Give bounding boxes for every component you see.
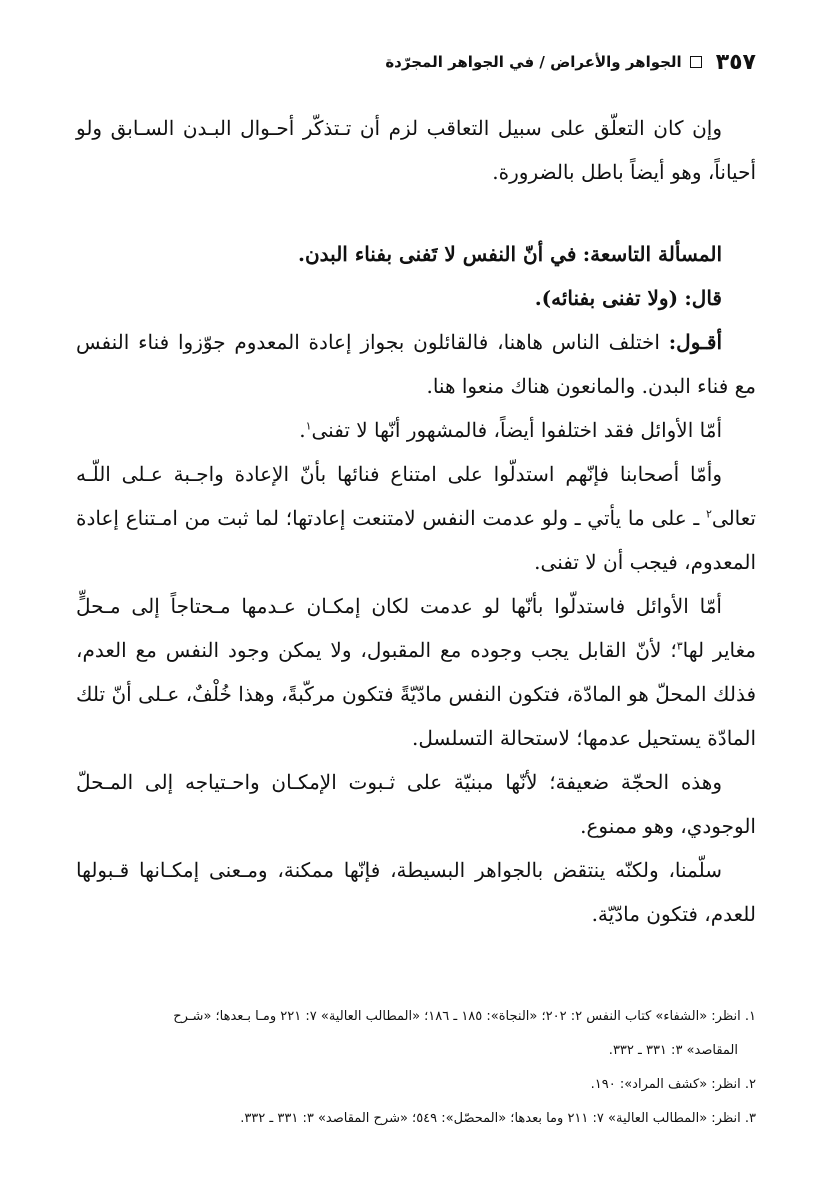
running-title: الجواهر والأعراض / في الجواهر المجرّدة [385, 53, 682, 71]
aqul-label: أقـول: [668, 330, 723, 354]
paragraph-9: سلّمنا، ولكنّه ينتقض بالجواهر البسيطة، فإنّها ممكنة، ومـعنى إمكـانها قـبولها للعدم، فتكون مادّيّة. [76, 858, 756, 926]
paragraph-issue-heading [76, 232, 756, 276]
qal-label: قال: [684, 286, 722, 310]
page-number: ٣٥٧ [715, 49, 756, 75]
page-body [76, 44, 756, 936]
paragraph-5: أمّا الأوائل فقد اختلفوا أيضاً، فالمشهور أنّها لا تفنى$^١$. [299, 418, 722, 442]
aqul-text: اختلف الناس هاهنا، فالقائلون بجواز إعادة المعدوم جوّزوا فناء النفس مع فناء البدن. والمانعون هناك منعوا هنا. [76, 330, 756, 398]
paragraph-aqul [76, 320, 756, 408]
paragraph-5-text: أمّا الأوائل فقد اختلفوا أيضاً، فالمشهور أنّها لا تفنى [311, 418, 722, 442]
qal-text: (ولا تفنى بفنائه). [534, 286, 679, 310]
footnote-1-text: ١. انظر: «الشفاء» كتاب النفس ٢: ٢٠٢؛ «النجاة»: ١٨٥ ـ ١٨٦؛ «المطالب العالية» ٧: ٢٢١ ومـا بـعدها؛ «شـرح [173, 1009, 756, 1024]
paragraph-7 [76, 584, 756, 760]
footnote-1 [76, 1000, 756, 1068]
footnote-3: ٣. انظر: «المطالب العالية» ٧: ٢١١ وما بعدها؛ «المحصّل»: ٥٤٩؛ «شرح المقاصد» ٣: ٣٣١ ـ ٣٣٢. [240, 1111, 756, 1126]
issue-label: المسألة التاسعة: [582, 242, 722, 266]
paragraph-7-text-a: أمّا الأوائل فاستدلّوا بأنّها لو عدمت لكان إمكـان عـدمها مـحتاجاً إلى مـحلٍّ مغاير لها [76, 594, 756, 662]
footnote-ref-3[interactable]: ٣ [676, 639, 683, 653]
paragraph-qal [76, 276, 756, 320]
paragraph-6 [76, 452, 756, 584]
footnotes [76, 1000, 756, 1136]
footnote-1-continuation: المقاصد» ٣: ٣٣١ ـ ٣٣٢. [608, 1043, 738, 1058]
issue-title: في أنّ النفس لا تَفنى بفناء البدن. [298, 242, 577, 266]
footnote-ref-1[interactable]: ١ [305, 419, 312, 433]
paragraph-8: وهذه الحجّة ضعيفة؛ لأنّها مبنيّة على ثـبوت الإمكـان واحـتياجه إلى المـحلّ الوجودي، وهو ممنوع. [76, 770, 756, 838]
paragraph-7-text-b: ؛ لأنّ القابل يجب وجوده مع المقبول، ولا يمكن وجود النفس مع العدم، فذلك المحلّ هو المادّة، فتكون النفس مادّيّةً فتكون مركّبةً، وهذا خُلْفٌ، عـلى أنّ تلك المادّة يستحيل عدمها؛ لاستحالة التسلسل. [76, 638, 757, 750]
running-header [76, 44, 756, 80]
header-square-ornament [690, 56, 702, 68]
footnote-ref-2[interactable]: ٢ [706, 507, 712, 521]
paragraph-1: وإن كان التعلّق على سبيل التعاقب لزم أن تـتذكّر أحـوال البـدن السـابق ولو أحياناً، وهو أيضاً باطل بالضرورة. [76, 116, 756, 184]
paragraph-6-text-a: وأمّا أصحابنا فإنّهم استدلّوا على امتناع فنائها بأنّ الإعادة واجـبة عـلى اللّـه تعالى [76, 462, 756, 530]
footnote-2: ٢. انظر: «كشف المراد»: ١٩٠. [590, 1077, 756, 1092]
paragraph-6-text-b: ـ على ما يأتي ـ ولو عدمت النفس لامتنعت إعادتها؛ لما ثبت من امـتناع إعادة المعدوم، فيجب أن لا تفنى. [76, 506, 756, 574]
